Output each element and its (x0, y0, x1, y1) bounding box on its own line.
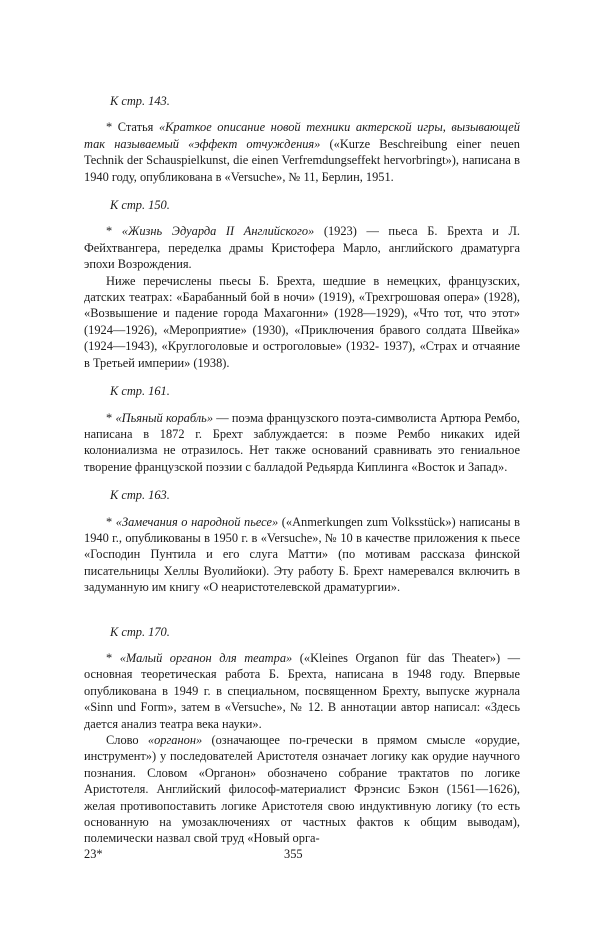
note-150-extra: Ниже перечислены пьесы Б. Брехта, шедшие в немецких, французских, датских театрах: «Барабанный бой в ночи» (1919), «Трехгрошовая опера» (1928), «Возвышение и падение города Махагонни» (1928—1929), «Что тот, что этот» (1924—1926), «Мероприятие» (1930), «Приключения бравого солдата Швейка» (1924—1943), «Круглоголовые и остроголовые» (1932- 1937), «Страх и отчаяние в Третьей империи» (1938). (84, 273, 520, 370)
note-star: * (106, 120, 118, 135)
note-163 (84, 514, 520, 596)
section-ref-150: К стр. 150. (110, 198, 170, 213)
page-body (84, 93, 520, 847)
note-title: «Краткое описание новой техники актерской игры, вызывающей так называемый «эффект отчуждения» (84, 120, 520, 151)
section-ref-163: К стр. 163. (110, 488, 170, 503)
note-body: («Kurze Beschreibung einer neuen Technik der Schauspielkunst, die einen Verfremdungseffekt hervorbringt»), написана в 1940 году, опубликована в «Versuche», № 11, Берлин, 1951. (84, 136, 520, 184)
note-title: «Замечания о народной пьесе» (115, 514, 279, 529)
extra-body: (означающее по-гречески в прямом смысле «орудие, инструмент») у последователей Аристотеля означает логику как орудие научного познания. Словом «Органон» обозначено собрание трактатов по логике Аристотеля. Английский философ-материалист Фрэнсис Бэкон (1561—1626), желая противопоставить логике Аристотеля свою индуктивную логику (то есть основанную на умозаключениях от частных фактов к общим выводам), полемически назвал свой труд «Новый орга- (84, 733, 521, 846)
note-title: «Жизнь Эдуарда II Английского» (121, 224, 315, 239)
note-143 (84, 119, 520, 185)
note-star: * (106, 514, 116, 529)
extra-prefix: Слово (106, 733, 148, 747)
note-star: * (106, 410, 116, 425)
note-body: — поэма французского поэта-символиста Артюра Рембо, написана в 1872 г. Брехт заблуждается: в поэме Рембо никаких идей колониализма не отразилось. Нет также оснований сравнивать это гениальное творение французской поэзии с балладой Редьярда Киплинга «Восток и Запад». (84, 410, 520, 474)
page-number: 355 (284, 847, 303, 861)
note-title: «Малый органон для театра» (119, 650, 293, 665)
note-body: (1923) — пьеса Б. Брехта и Л. Фейхтвангера, переделка драмы Кристофера Марло, английского драматурга эпохи Возрождения. (84, 224, 521, 272)
note-150 (84, 223, 520, 272)
section-ref-161: К стр. 161. (110, 384, 170, 399)
section-ref-170: К стр. 170. (110, 624, 170, 639)
note-161 (84, 410, 520, 476)
note-star: * (106, 224, 122, 239)
extra-italic: «органон» (147, 733, 203, 747)
note-body: («Anmerkungen zum Volksstück») написаны в 1940 г., опубликованы в 1950 г. в «Versuche», № 10 в качестве приложения к пьесе «Господин Пунтила и его слуга Матти» (по мотивам рассказа финской писательницы Хеллы Вуолийоки). Эту работу Б. Брехт намеревался включить в задуманную им книгу «О неаристотелевской драматургии». (84, 514, 520, 595)
section-gap (84, 596, 520, 624)
note-prefix: Статья (117, 120, 159, 135)
note-body: («Kleines Organon für das Theater») — основная теоретическая работа Б. Брехта, написана в 1948 году. Впервые опубликована в 1949 г. в специальном, посвященном Брехту, выпуске журнала «Sinn und Form», затем в «Versuche», № 12. В аннотации автор написал: «Здесь дается анализ театра века науки». (84, 650, 520, 731)
note-170 (84, 650, 520, 732)
section-ref-143: К стр. 143. (110, 94, 170, 108)
note-title: «Пьяный корабль» (115, 410, 214, 425)
signature-mark: 23* (84, 847, 103, 861)
note-170-extra (84, 732, 520, 847)
note-star: * (106, 650, 120, 665)
